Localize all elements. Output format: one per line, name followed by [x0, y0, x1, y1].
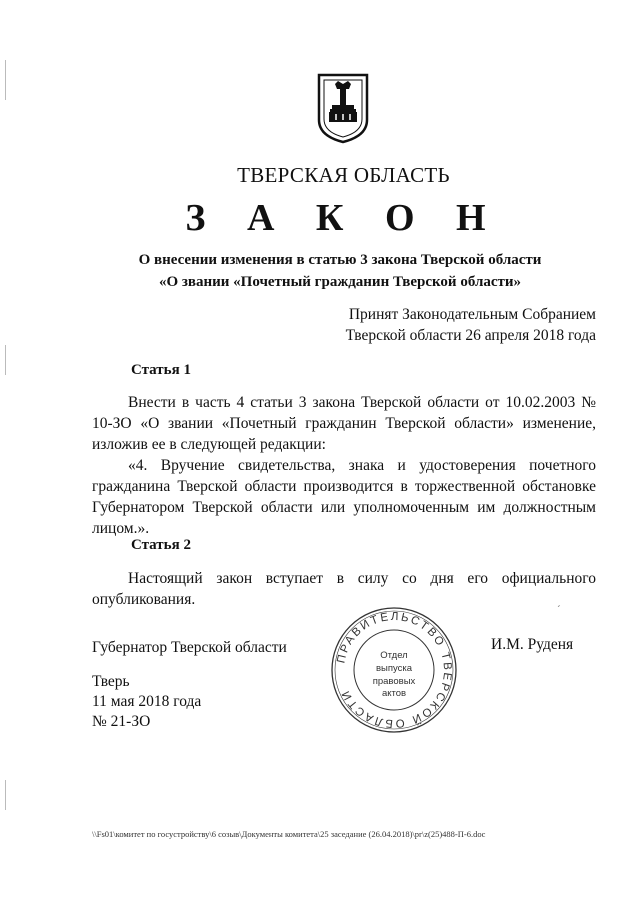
- issue-details: [92, 672, 201, 732]
- file-path-footer: \\Fs01\комитет по госустройству\6 созыв\Документы комитета\25 заседание (26.04.2018)\pr\z(25)488-П-6.doc: [92, 829, 486, 839]
- margin-scan-mark: [5, 780, 6, 810]
- stamp-line-2: выпуска: [375, 663, 413, 674]
- stamp-line-1: Отдел: [380, 650, 408, 661]
- law-title-line-2: «О звании «Почетный гражданин Тверской области»: [158, 274, 522, 290]
- article-2-heading: Статья 2: [131, 537, 191, 553]
- adoption-line-2: Тверской области 26 апреля 2018 года: [345, 327, 596, 344]
- issue-city: Тверь: [92, 673, 130, 690]
- region-name: ТВЕРСКАЯ ОБЛАСТЬ: [237, 163, 450, 187]
- law-number: № 21-ЗО: [92, 713, 151, 730]
- pen-mark: ´: [557, 604, 561, 616]
- article-2-paragraph-1: Настоящий закон вступает в силу со дня его официального опубликования.: [92, 570, 596, 608]
- adoption-line-1: Принят Законодательным Собранием: [348, 306, 596, 323]
- signatory-position: Губернатор Тверской области: [92, 639, 287, 656]
- adoption-note: [346, 304, 596, 346]
- coat-of-arms-emblem: [316, 72, 370, 144]
- issue-date: 11 мая 2018 года: [92, 693, 202, 710]
- margin-scan-mark: [5, 345, 6, 375]
- stamp-ring-path: ПРАВИТЕЛЬСТВО ТВЕРСКОЙ ОБЛАСТИ: [335, 610, 454, 730]
- law-title-line-1: О внесении изменения в статью 3 закона Тверской области: [138, 252, 542, 268]
- margin-scan-mark: [5, 60, 6, 100]
- article-1-paragraph-1: Внести в часть 4 статьи 3 закона Тверской области от 10.02.2003 № 10-ЗО «О звании «Почетный гражданин Тверской области» изменение, изложив ее в следующей редакции:: [92, 394, 596, 453]
- signatory-name: И.М. Руденя: [491, 636, 574, 653]
- law-title: [90, 249, 590, 293]
- stamp-line-3: правовых: [372, 676, 416, 687]
- official-stamp: [329, 605, 459, 735]
- stamp-line-4: актов: [381, 688, 407, 699]
- article-1-heading: Статья 1: [131, 362, 191, 378]
- document-type: З А К О Н: [185, 197, 502, 239]
- article-1-paragraph-2: «4. Вручение свидетельства, знака и удостоверения почетного гражданина Тверской области производится в торжественной обстановке Губернатором Тверской области или уполномоченным им должностным лицом.».: [92, 457, 596, 537]
